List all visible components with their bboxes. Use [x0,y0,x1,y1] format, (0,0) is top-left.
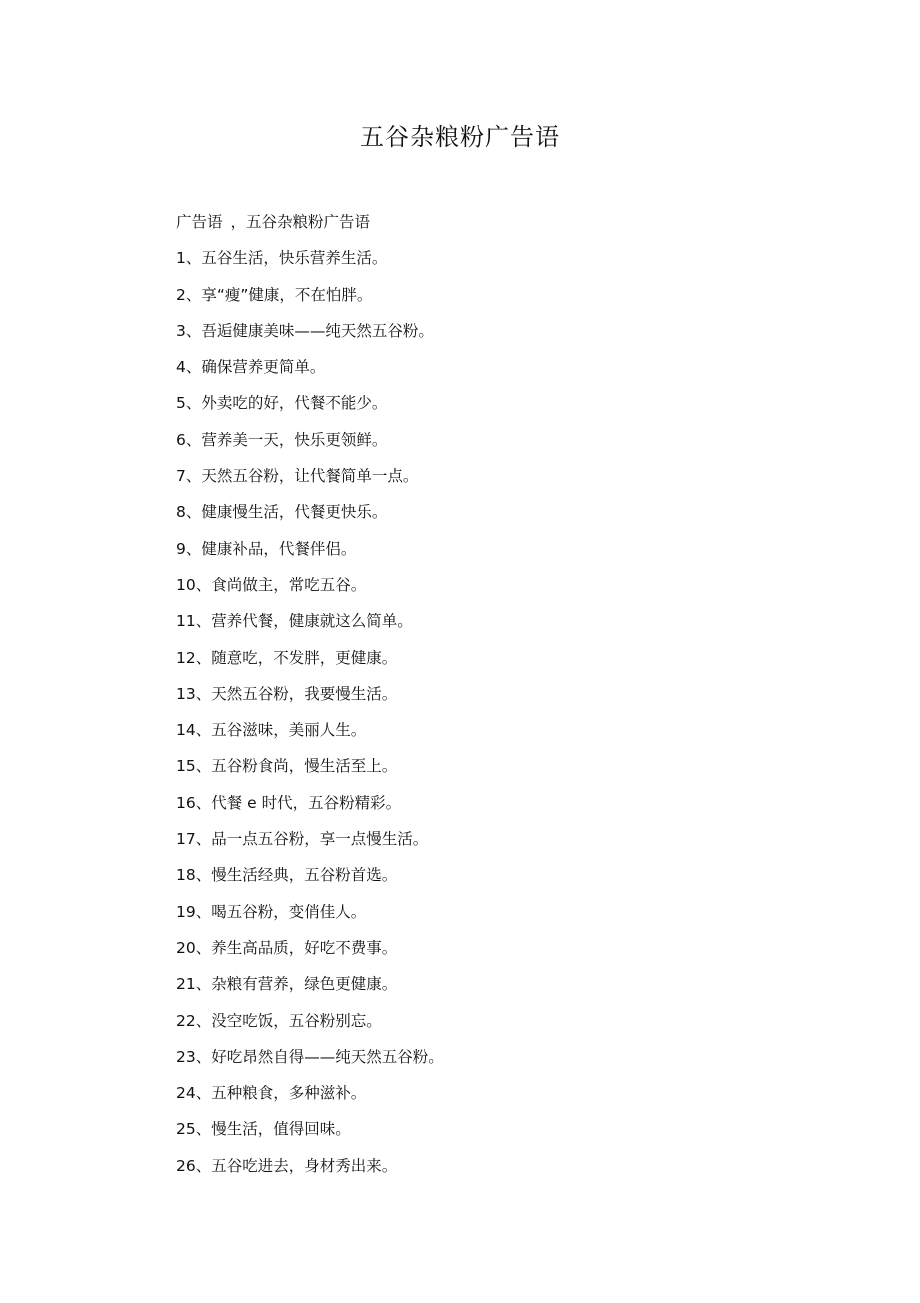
intro-label: 广告语 [176,213,223,231]
slogan-item: 3、吾逅健康美味——纯天然五谷粉。 [176,321,434,340]
slogan-item: 2、享“瘦”健康，不在怕胖。 [176,285,373,304]
slogan-item: 6、营养美一天，快乐更领鲜。 [176,430,388,449]
document-title: 五谷杂粮粉广告语 [360,123,560,151]
intro-text: ，五谷杂粮粉广告语 [230,213,371,231]
slogan-item: 11、营养代餐，健康就这么简单。 [176,612,413,631]
slogan-item: 24、五种粮食，多种滋补。 [176,1084,367,1103]
slogan-item: 16、代餐 e 时代，五谷粉精彩。 [176,793,402,812]
slogan-item: 18、慢生活经典，五谷粉首选。 [176,866,398,885]
slogan-item: 25、慢生活，值得回味。 [176,1120,351,1139]
slogan-item: 1、五谷生活，快乐营养生活。 [176,249,388,268]
slogan-item: 12、随意吃，不发胖，更健康。 [176,648,398,667]
intro-line [176,204,796,240]
slogan-item: 9、健康补品，代餐伴侣。 [176,539,357,558]
slogan-item: 26、五谷吃进去，身材秀出来。 [176,1156,398,1175]
slogan-item: 20、养生高品质，好吃不费事。 [176,938,398,957]
slogan-item: 17、品一点五谷粉，享一点慢生活。 [176,830,429,849]
slogan-item: 23、好吃昂然自得——纯天然五谷粉。 [176,1047,444,1066]
slogan-item: 7、天然五谷粉，让代餐简单一点。 [176,467,419,486]
slogan-item: 13、天然五谷粉，我要慢生活。 [176,684,398,703]
slogan-item: 14、五谷滋味，美丽人生。 [176,721,367,740]
slogan-item: 22、没空吃饭，五谷粉别忘。 [176,1011,382,1030]
slogan-item: 10、食尚做主，常吃五谷。 [176,575,367,594]
slogan-item: 4、确保营养更简单。 [176,358,326,377]
slogan-item: 15、五谷粉食尚，慢生活至上。 [176,757,398,776]
slogan-item: 19、喝五谷粉，变俏佳人。 [176,902,367,921]
document-body [176,204,796,1184]
slogan-item: 21、杂粮有营养，绿色更健康。 [176,975,398,994]
slogan-item: 8、健康慢生活，代餐更快乐。 [176,503,388,522]
slogan-item: 5、外卖吃的好，代餐不能少。 [176,394,388,413]
